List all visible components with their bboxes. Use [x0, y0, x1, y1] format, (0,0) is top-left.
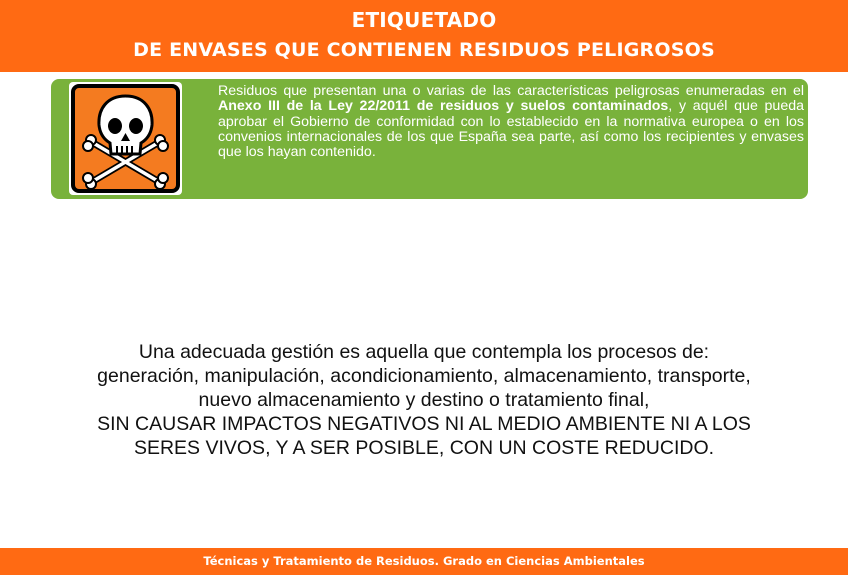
- page-title-line-1: ETIQUETADO: [351, 8, 497, 32]
- definition-text-law-reference: Anexo III de la Ley 22/2011 de residuos y suelos contaminados: [218, 98, 669, 115]
- main-statement: [40, 340, 808, 460]
- footer-text: Técnicas y Tratamiento de Residuos. Grado en Ciencias Ambientales: [203, 554, 645, 568]
- main-statement-line-4: SIN CAUSAR IMPACTOS NEGATIVOS NI AL MEDIO AMBIENTE NI A LOS: [97, 413, 751, 435]
- main-statement-line-2: generación, manipulación, acondicionamiento, almacenamiento, transporte,: [97, 365, 751, 387]
- toxic-skull-crossbones-icon: [69, 82, 182, 195]
- definition-text-start: Residuos que presentan una o varias de las características peligrosas enumeradas en el: [218, 83, 804, 99]
- header-banner: [0, 0, 848, 72]
- footer-banner: [0, 548, 848, 575]
- main-statement-line-3: nuevo almacenamiento y destino o tratamiento final,: [198, 389, 650, 411]
- page-title-line-2: DE ENVASES QUE CONTIENEN RESIDUOS PELIGROSOS: [133, 39, 715, 61]
- definition-box: [51, 79, 808, 199]
- definition-text: [218, 84, 804, 160]
- main-statement-line-1: Una adecuada gestión es aquella que contempla los procesos de:: [138, 341, 710, 363]
- main-statement-line-5: SERES VIVOS, Y A SER POSIBLE, CON UN COSTE REDUCIDO.: [133, 437, 715, 459]
- definition-text-end: , y aquél que pueda aprobar el Gobierno de conformidad con lo establecido en la normativa europea o en los convenios internacionales de los que España sea parte, así como los recipientes y envases que los hayan contenido.: [218, 98, 804, 161]
